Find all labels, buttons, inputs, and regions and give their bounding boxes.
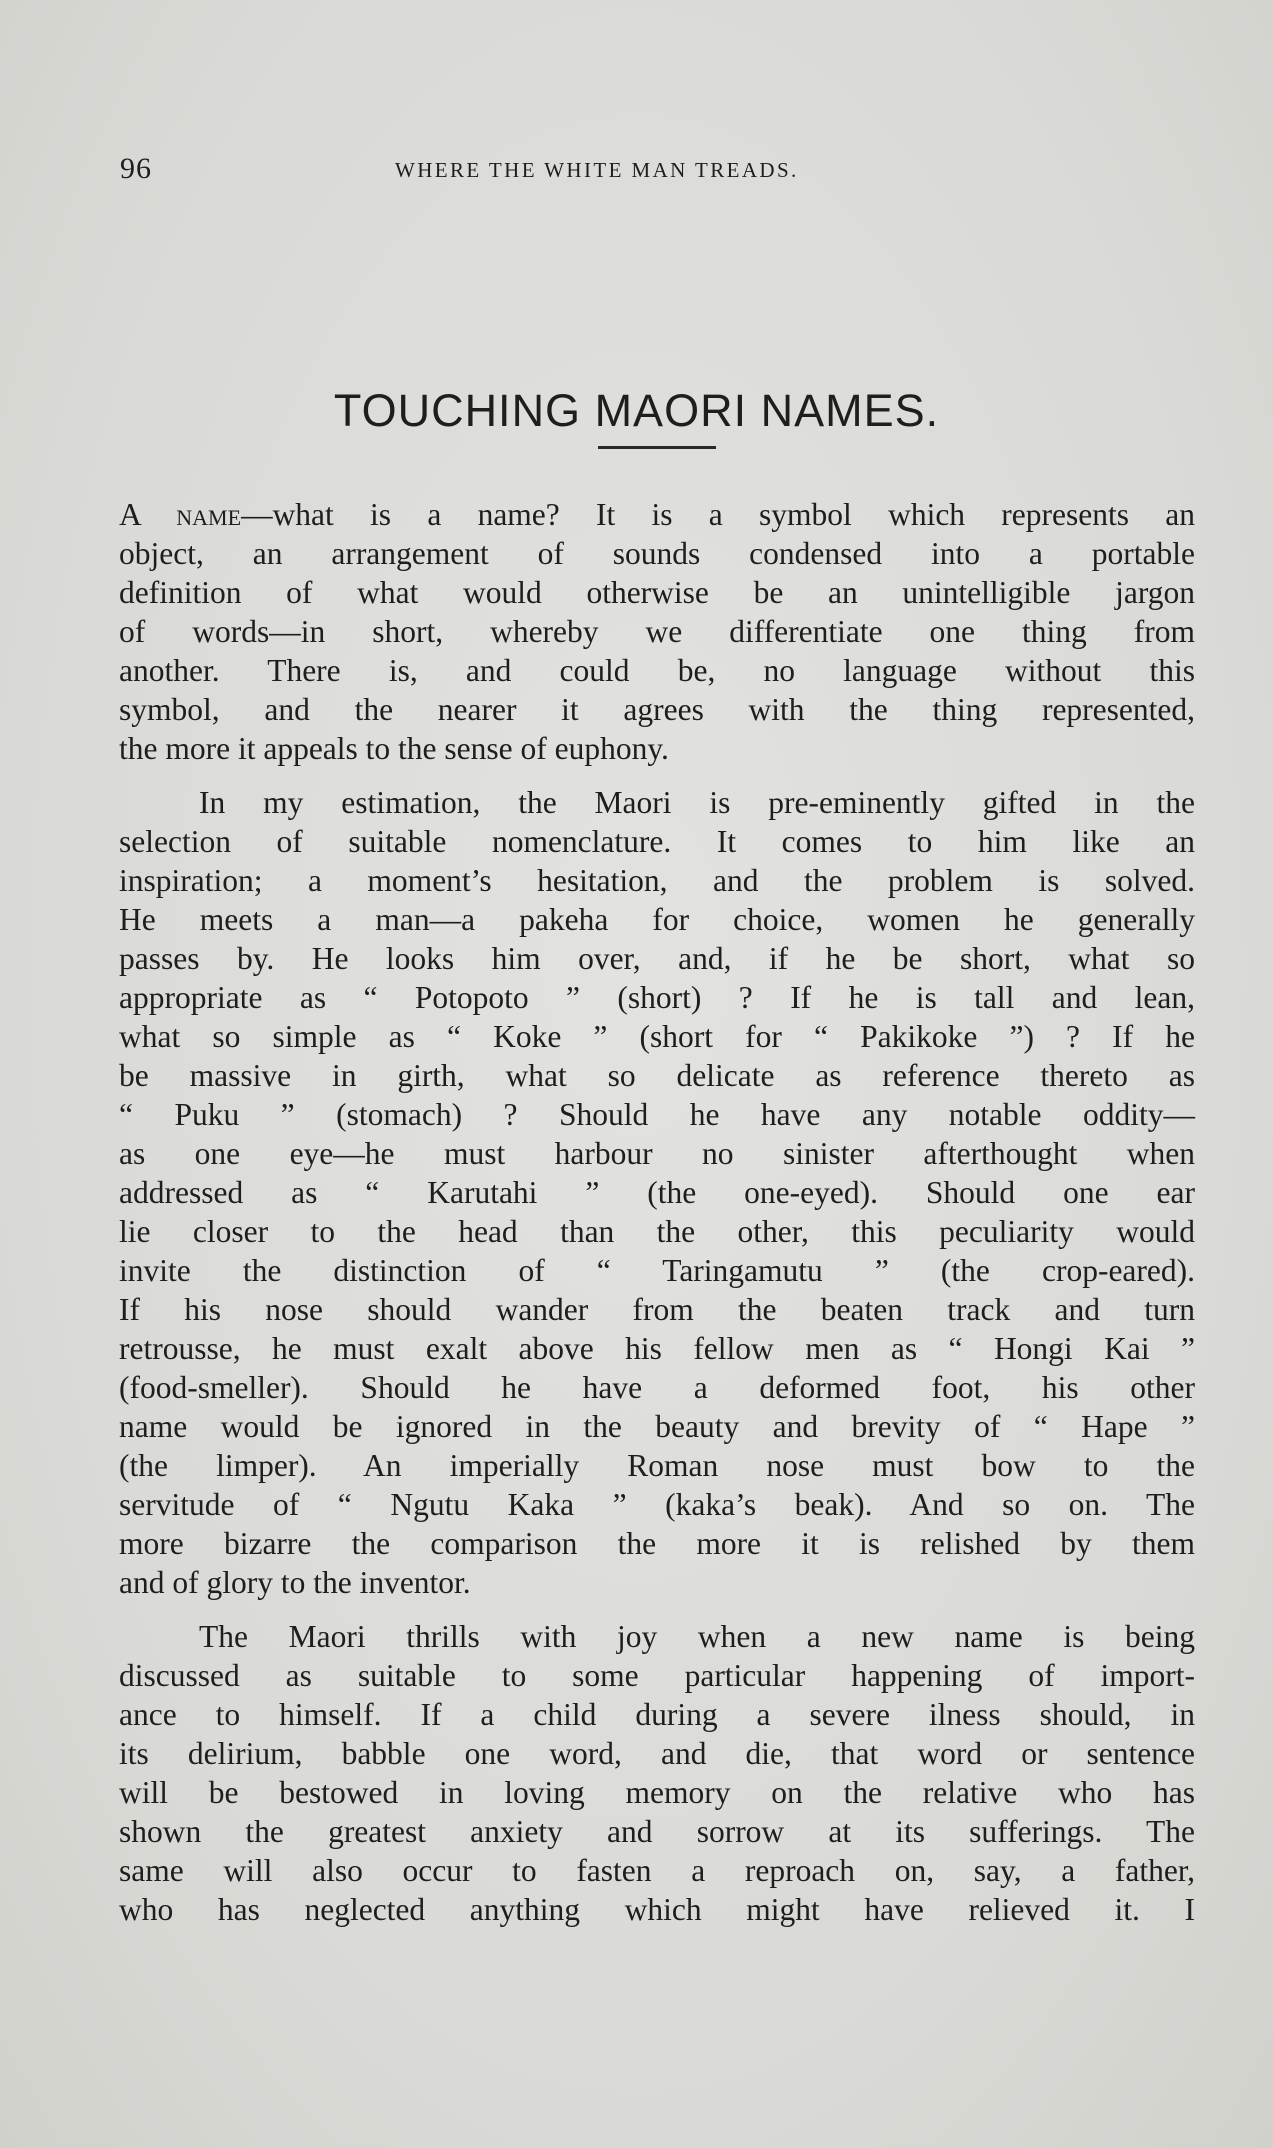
paragraph-line: as one eye—he must harbour no sinister afterthought when: [119, 1136, 1195, 1171]
paragraph-line: The Maori thrills with joy when a new name is being: [199, 1619, 1195, 1654]
running-head: WHERE THE WHITE MAN TREADS.: [395, 158, 799, 182]
paragraph-line: invite the distinction of “ Taringamutu ” (the crop-eared).: [119, 1253, 1195, 1288]
paragraph-line: inspiration; a moment’s hesitation, and the problem is solved.: [119, 863, 1195, 898]
paragraph-line: retrousse, he must exalt above his fellow men as “ Hongi Kai ”: [119, 1331, 1195, 1366]
paragraph-line: selection of suitable nomenclature. It comes to him like an: [119, 824, 1195, 859]
paragraph-line: shown the greatest anxiety and sorrow at its sufferings. The: [119, 1814, 1195, 1849]
paragraph-line: passes by. He looks him over, and, if he be short, what so: [119, 941, 1195, 976]
paragraph-2: [119, 783, 1195, 1602]
paragraph-line: definition of what would otherwise be an unintelligible jargon: [119, 575, 1195, 610]
paragraph-3: [119, 1617, 1195, 1929]
paragraph-line: be massive in girth, what so delicate as reference thereto as: [119, 1058, 1195, 1093]
paragraph-line: addressed as “ Karutahi ” (the one-eyed). Should one ear: [119, 1175, 1195, 1210]
page-header: [120, 152, 1195, 192]
paragraph-line: who has neglected anything which might have relieved it. I: [119, 1892, 1195, 1927]
paragraph-line: of words—in short, whereby we differentiate one thing from: [119, 614, 1195, 649]
paragraph-line: He meets a man—a pakeha for choice, women he generally: [119, 902, 1195, 937]
paragraph-line: lie closer to the head than the other, this peculiarity would: [119, 1214, 1195, 1249]
paragraph-line: the more it appeals to the sense of euphony.: [119, 731, 669, 766]
page-number: 96: [120, 152, 152, 185]
paragraph-line: “ Puku ” (stomach) ? Should he have any notable oddity—: [119, 1097, 1195, 1132]
paragraph-line: what so simple as “ Koke ” (short for “ Pakikoke ”) ? If he: [119, 1019, 1195, 1054]
paragraph-line: ance to himself. If a child during a severe ilness should, in: [119, 1697, 1195, 1732]
paragraph-line: servitude of “ Ngutu Kaka ” (kaka’s beak). And so on. The: [119, 1487, 1195, 1522]
paragraph-line: object, an arrangement of sounds condensed into a portable: [119, 536, 1195, 571]
paragraph-line: more bizarre the comparison the more it is relished by them: [119, 1526, 1195, 1561]
paragraph-line: (the limper). An imperially Roman nose must bow to the: [119, 1448, 1195, 1483]
paragraph-line: discussed as suitable to some particular happening of import-: [119, 1658, 1195, 1693]
paragraph-line: A name—what is a name? It is a symbol which represents an: [119, 497, 1195, 532]
paragraph-1: [119, 495, 1195, 768]
paragraph-line: If his nose should wander from the beaten track and turn: [119, 1292, 1195, 1327]
paragraph-line: (food-smeller). Should he have a deformed foot, his other: [119, 1370, 1195, 1405]
paragraph-line: will be bestowed in loving memory on the relative who has: [119, 1775, 1195, 1810]
paragraph-line: appropriate as “ Potopoto ” (short) ? If he is tall and lean,: [119, 980, 1195, 1015]
paragraph-line: In my estimation, the Maori is pre-eminently gifted in the: [199, 785, 1195, 820]
opening-words: A name: [119, 497, 242, 532]
paragraph-line: symbol, and the nearer it agrees with the thing represented,: [119, 692, 1195, 727]
paragraph-line: another. There is, and could be, no language without this: [119, 653, 1195, 688]
body-text: [119, 495, 1195, 1944]
paragraph-line: its delirium, babble one word, and die, that word or sentence: [119, 1736, 1195, 1771]
title-rule: [598, 446, 716, 449]
paragraph-line: name would be ignored in the beauty and brevity of “ Hape ”: [119, 1409, 1195, 1444]
paragraph-line: and of glory to the inventor.: [119, 1565, 471, 1600]
paragraph-line: same will also occur to fasten a reproach on, say, a father,: [119, 1853, 1195, 1888]
chapter-title: TOUCHING MAORI NAMES.: [333, 385, 940, 437]
